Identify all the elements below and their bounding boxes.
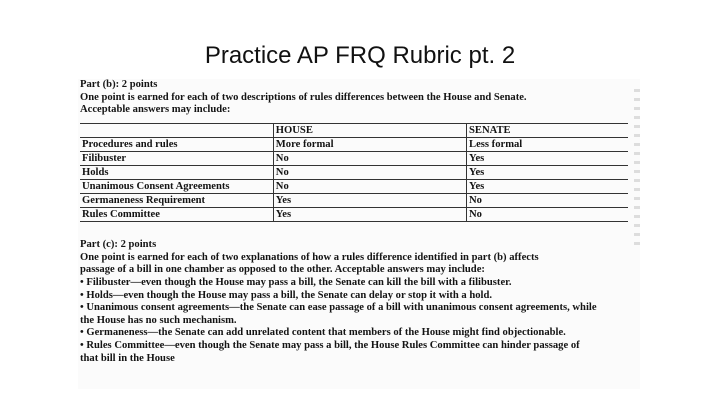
rules-difference-table [80, 123, 628, 222]
table-row [80, 138, 628, 152]
list-item: • Holds—even though the House may pass a bill, the Senate can delay or stop it with a hold. [80, 289, 493, 301]
header-cell-senate: SENATE [467, 124, 629, 138]
senate-value: Yes [467, 152, 629, 166]
row-label: Rules Committee [80, 208, 273, 222]
slide-title: Practice AP FRQ Rubric pt. 2 [204, 42, 516, 69]
house-value: No [273, 180, 466, 194]
part-c-line-1: One point is earned for each of two explanations of how a rules difference identified in part (b) affects [80, 251, 539, 263]
answer-bullets [80, 277, 600, 365]
part-b-line-1: One point is earned for each of two descriptions of rules differences between the House and Senate. [80, 91, 527, 103]
row-label: Procedures and rules [80, 138, 273, 152]
header-cell-house: HOUSE [273, 124, 466, 138]
house-value: Yes [273, 208, 466, 222]
table-row [80, 208, 628, 222]
senate-value: Yes [467, 180, 629, 194]
table-header-row [80, 124, 628, 138]
house-value: More formal [273, 138, 466, 152]
scanned-rubric [78, 79, 640, 389]
senate-value: No [467, 208, 629, 222]
list-item: • Germaneness—the Senate can add unrelated content that members of the House might find objectionable. [80, 327, 566, 339]
part-b-heading: Part (b): 2 points [80, 79, 158, 90]
table-row [80, 152, 628, 166]
row-label: Filibuster [80, 152, 273, 166]
part-c-heading: Part (c): 2 points [80, 239, 157, 250]
row-label: Unanimous Consent Agreements [80, 180, 273, 194]
house-value: Yes [273, 194, 466, 208]
list-item: • Rules Committee—even though the Senate may pass a bill, the House Rules Committee can hinder passage of that bill in the House [80, 339, 580, 364]
row-label: Holds [80, 166, 273, 180]
part-b-intro [80, 79, 640, 117]
senate-value: No [467, 194, 629, 208]
list-item: • Unanimous consent agreements—the Senate can ease passage of a bill with unanimous consent agreements, while the House has no such mechanism. [80, 302, 597, 326]
table-row [80, 180, 628, 194]
part-c-intro [80, 239, 640, 277]
senate-value: Yes [467, 166, 629, 180]
table-row [80, 166, 628, 180]
list-item: • Filibuster—even though the House may pass a bill, the Senate can kill the bill with a filibuster. [80, 277, 512, 288]
table-row [80, 194, 628, 208]
house-value: No [273, 166, 466, 180]
header-cell [80, 124, 273, 138]
house-value: No [273, 152, 466, 166]
senate-value: Less formal [467, 138, 629, 152]
part-c-line-2: passage of a bill in one chamber as opposed to the other. Acceptable answers may include: [80, 264, 485, 276]
part-b-line-2: Acceptable answers may include: [80, 104, 231, 116]
row-label: Germaneness Requirement [80, 194, 273, 208]
